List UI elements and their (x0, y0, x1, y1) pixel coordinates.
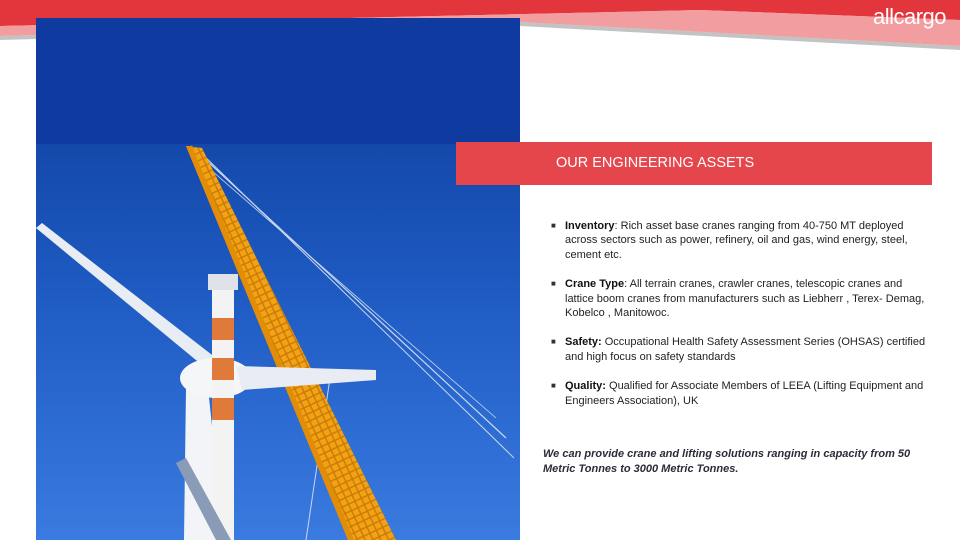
crane-turbine-photo (36, 18, 520, 540)
bullet-safety (551, 335, 926, 364)
capacity-statement: We can provide crane and lifting solutions ranging in capacity from 50 Metric Tonnes to 3000 Metric Tonnes. (543, 448, 911, 475)
section-title-bar (456, 142, 932, 185)
allcargo-logo: allcargo (872, 4, 946, 29)
bullet-text: Rich asset base cranes ranging from 40-750 MT deployed across sectors such as power, refinery, oil and gas, wind energy, steel, cement etc. (565, 220, 908, 261)
bullet-label: Crane Type (565, 278, 625, 291)
bullet-square-icon: ■ (551, 381, 556, 391)
bullet-square-icon: ■ (551, 279, 556, 289)
bullet-square-icon: ■ (551, 337, 556, 347)
bullet-text: All terrain cranes, crawler cranes, telescopic cranes and lattice boom cranes from manufacturers such as Liebherr , Terex- Demag, Kobelco , Manitowoc. (565, 278, 925, 320)
bullet-crane-type: ■ Crane Type: All terrain cranes, crawler cranes, telescopic cranes and lattice boom cranes from manufacturers such as Liebherr , Terex- Demag, Kobelco , Manitowoc. (551, 278, 925, 320)
bullet-label: Inventory (565, 220, 615, 232)
bullet-label: Quality: (565, 380, 606, 393)
bullet-quality (551, 379, 926, 408)
striped-mast (208, 274, 238, 540)
section-title: OUR ENGINEERING ASSETS (556, 155, 755, 171)
bullet-label: Safety: (565, 336, 602, 349)
bullet-text: Qualified for Associate Members of LEEA (Lifting Equipment and Engineers Association), UK (565, 380, 924, 407)
bullet-text: Occupational Health Safety Assessment Series (OHSAS) certified and high focus on safety standards (565, 336, 926, 363)
bullet-square-icon: ■ (551, 221, 556, 230)
bullet-inventory: ■ Inventory: Rich asset base cranes ranging from 40-750 MT deployed across sectors such as power, refinery, oil and gas, wind energy, steel, cement etc. (551, 220, 908, 261)
asset-bullet-list (551, 219, 926, 423)
